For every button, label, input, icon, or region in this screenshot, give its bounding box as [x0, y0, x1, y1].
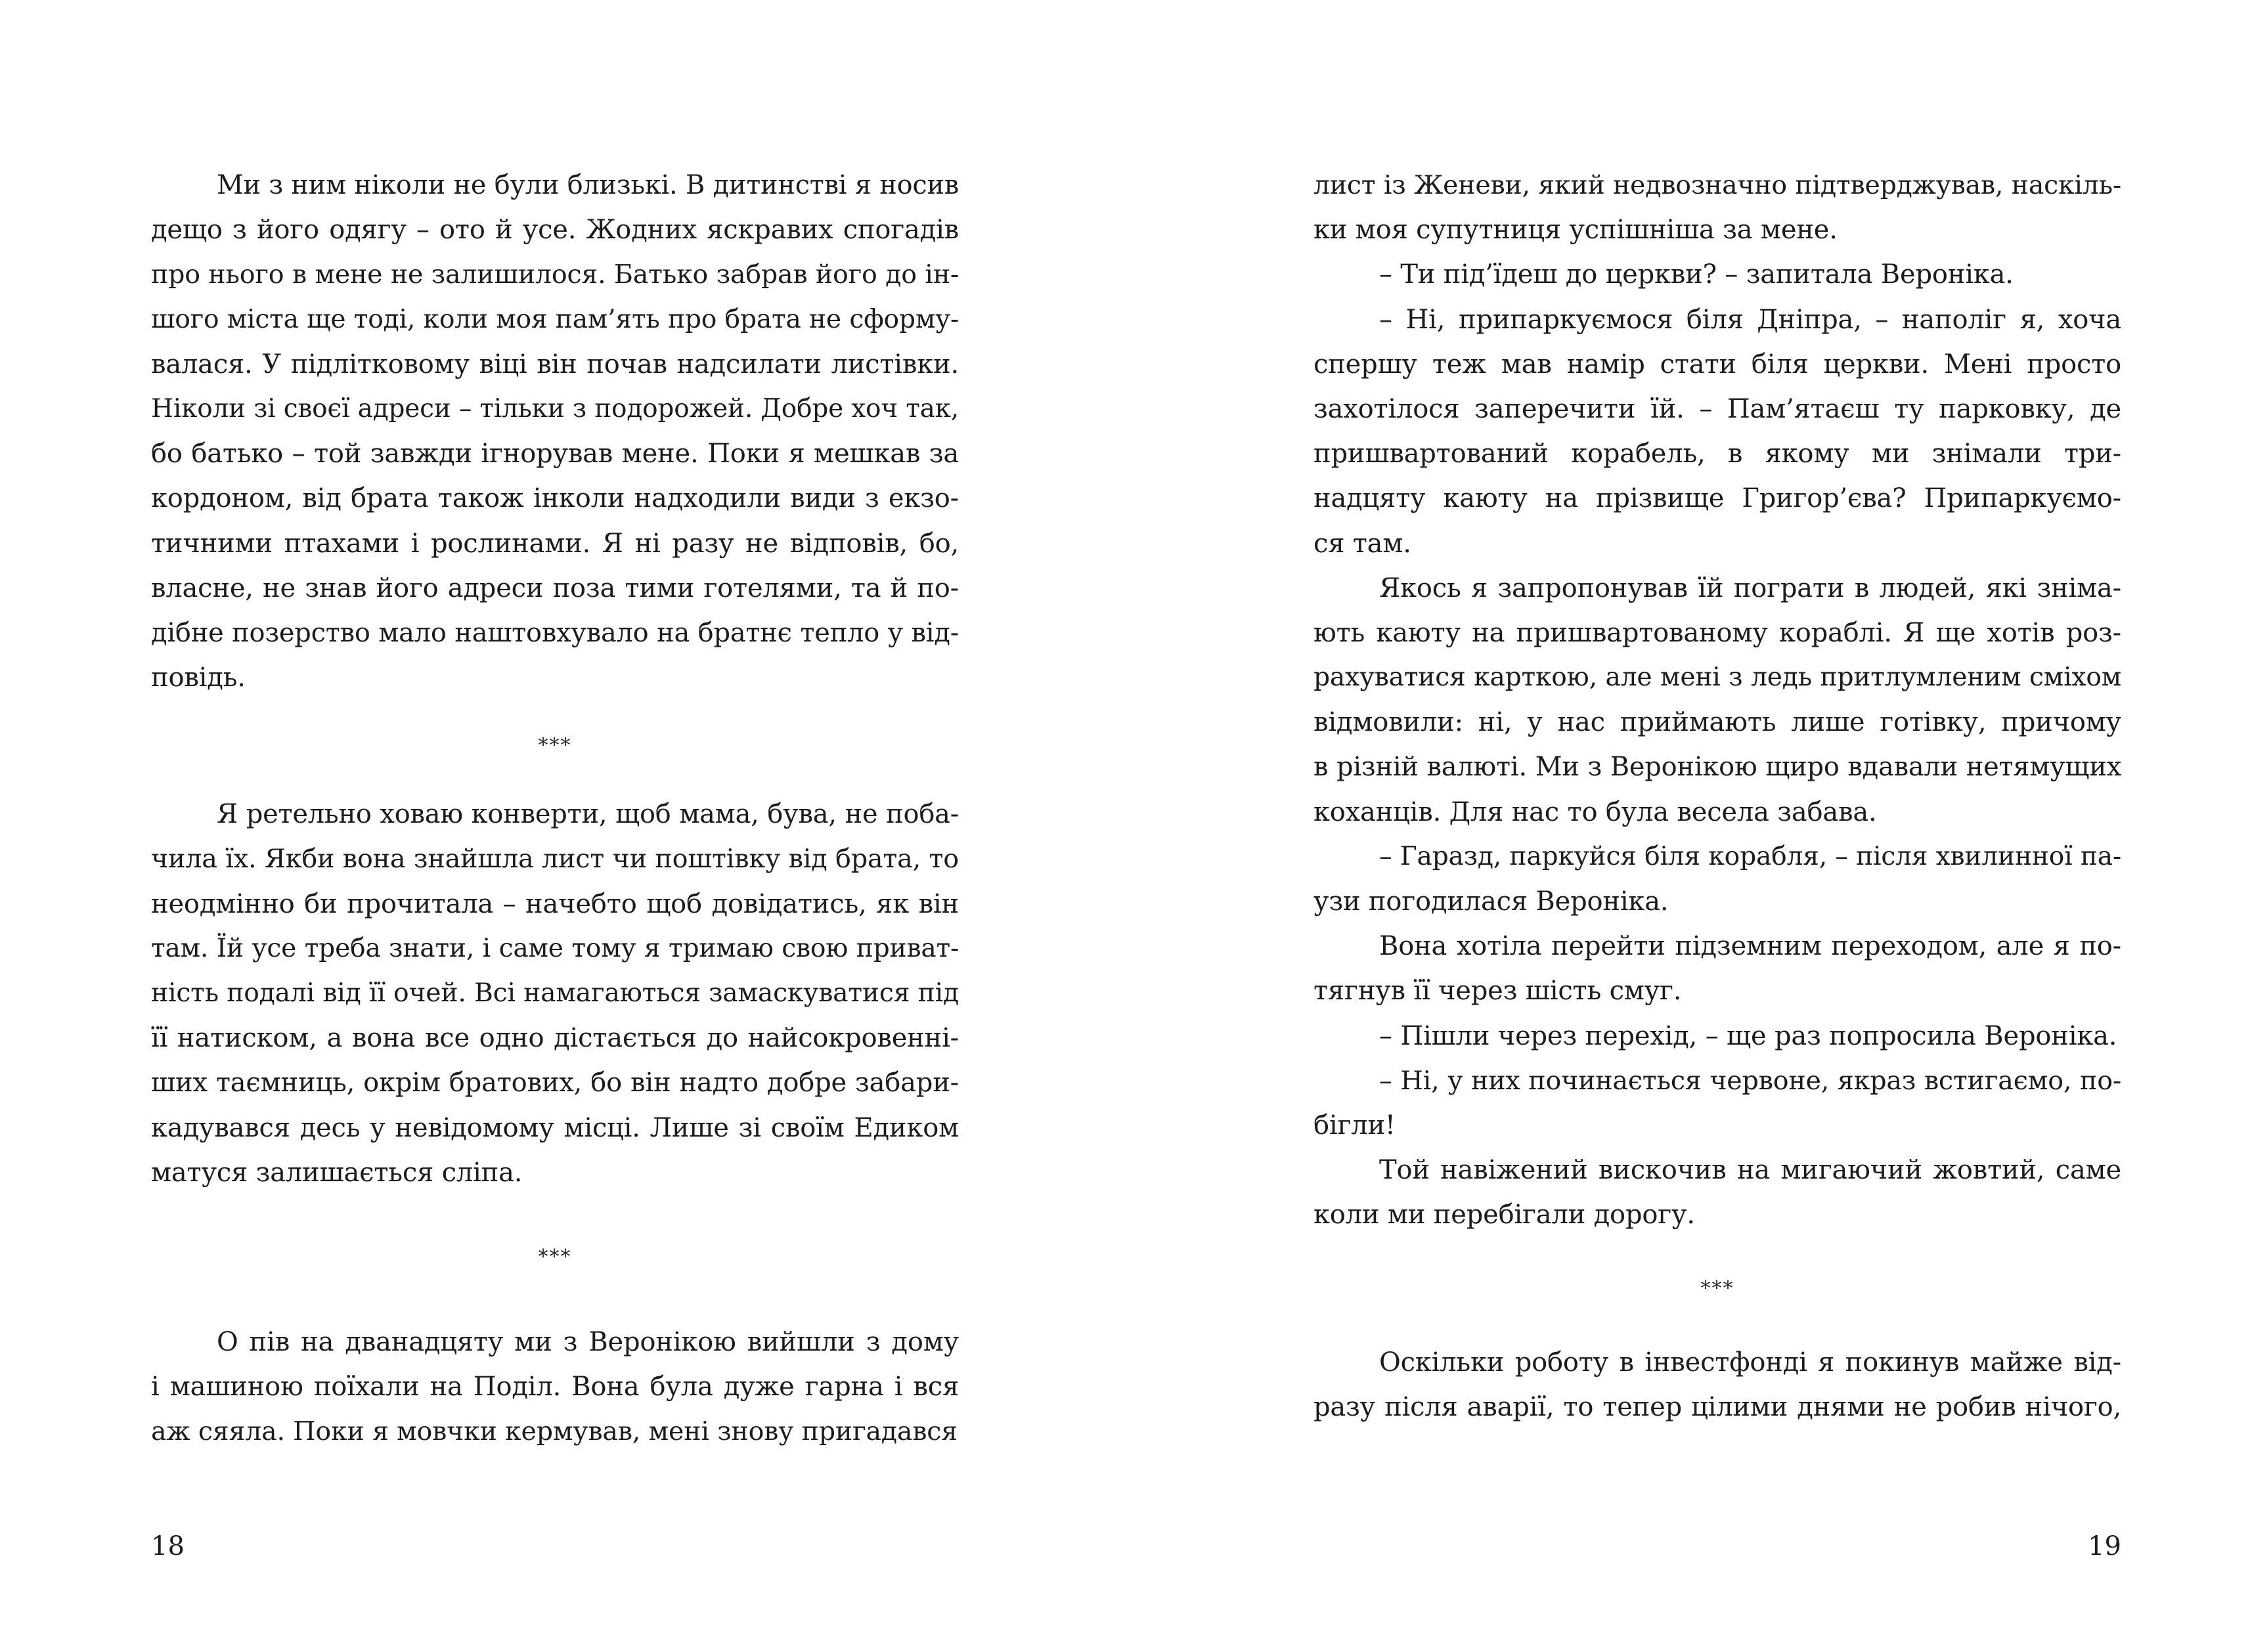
- text-line: кордоном, від брата також інколи надходили види з екзо-: [151, 483, 959, 514]
- paragraph: [1313, 163, 2121, 252]
- text-line: бігли!: [1313, 1110, 1396, 1141]
- text-line: Ніколи зі своєї адреси – тільки з подорожей. Добре хоч так,: [151, 393, 959, 424]
- paragraph: [151, 792, 959, 1195]
- text-line: матуся залишається сліпа.: [151, 1157, 523, 1188]
- text-line: дібне позерство мало наштовхувало на братнє тепло у від-: [151, 617, 959, 648]
- text-line: ки моя супутниця успішніша за мене.: [1313, 215, 1838, 246]
- text-line: Оскільки роботу в інвестфонді я покинув майже від-: [1379, 1347, 2121, 1378]
- text-line: чила їх. Якби вона знайшла лист чи поштівку від брата, то: [151, 844, 959, 875]
- text-line: про нього в мене не залишилося. Батько забрав його до ін-: [151, 259, 959, 290]
- text-line: захотілося заперечити їй. – Пам’ятаєш ту парковку, де: [1313, 393, 2121, 424]
- paragraph: [1313, 1058, 2121, 1148]
- text-line: – Пішли через перехід, – ще раз попросила Вероніка.: [1379, 1020, 2117, 1051]
- paragraph: [1313, 566, 2121, 835]
- section-separator: ***: [1700, 1276, 1734, 1300]
- text-line: неодмінно би прочитала – начебто щоб довідатись, як він: [151, 888, 959, 919]
- paragraph: [1313, 1148, 2121, 1237]
- text-line: повідь.: [151, 663, 246, 693]
- text-line: кадувався десь у невідомому місці. Лише зі своїм Едиком: [151, 1112, 959, 1143]
- text-line: узи погодилася Вероніка.: [1313, 886, 1669, 917]
- text-line: Я ретельно ховаю конверти, щоб мама, бува, не поба-: [217, 799, 959, 830]
- text-line: Якось я запропонував їй пограти в людей, які зніма-: [1379, 573, 2121, 603]
- text-line: спершу теж мав намір стати біля церкви. Мені просто: [1313, 349, 2121, 380]
- text-line: в різній валюті. Ми з Веронікою щиро вдавали нетямущих: [1313, 752, 2121, 783]
- text-line: там. Їй усе треба знати, і саме тому я тримаю свою приват-: [151, 933, 959, 963]
- text-line: бо батько – той завжди ігнорував мене. Поки я мешкав за: [151, 439, 959, 469]
- text-line: – Гаразд, паркуйся біля корабля, – після хвилинної па-: [1379, 841, 2121, 871]
- text-line: Ми з ним ніколи не були близькі. В дитинстві я носив: [217, 170, 959, 200]
- text-line: разу після аварії, то тепер цілими днями не робив нічого,: [1313, 1391, 2121, 1422]
- text-line: – Ти під’їдеш до церкви? – запитала Вероніка.: [1379, 259, 2014, 290]
- text-line: – Ні, у них починається червоне, якраз встигаємо, по-: [1379, 1065, 2121, 1096]
- text-line: рахуватися карткою, але мені з ледь притлумленим сміхом: [1313, 663, 2121, 693]
- text-line: аж сяяла. Поки я мовчки кермував, мені знову пригадався: [151, 1416, 958, 1447]
- section-separator: ***: [538, 734, 572, 758]
- text-line: ють каюту на пришвартованому кораблі. Я ще хотів роз-: [1313, 617, 2121, 648]
- paragraph: [151, 163, 959, 700]
- paragraph: [1313, 297, 2121, 566]
- paragraph: [1313, 1014, 2121, 1058]
- text-line: коханців. Для нас то була весела забава.: [1313, 796, 1877, 827]
- text-line: пришвартований корабель, в якому ми знімали три-: [1313, 439, 2121, 469]
- text-line: тягнув її через шість смуг.: [1313, 976, 1682, 1007]
- left-page: [151, 0, 959, 1652]
- text-line: дещо з його одягу – ото й усе. Жодних яскравих спогадів: [151, 215, 959, 246]
- text-line: шого міста ще тоді, коли моя пам’ять про брата не сформу-: [151, 304, 959, 334]
- text-line: валася. У підлітковому віці він почав надсилати листівки.: [151, 349, 959, 380]
- text-line: О пів на дванадцяту ми з Веронікою вийшли з дому: [217, 1326, 959, 1357]
- left-page-text: [151, 163, 959, 1454]
- right-page-text: [1313, 163, 2121, 1429]
- text-line: відмовили: ні, у нас приймають лише готівку, причому: [1313, 707, 2121, 738]
- text-line: власне, не знав його адреси поза тими готелями, та й по-: [151, 573, 959, 603]
- text-line: і машиною поїхали на Поділ. Вона була дуже гарна і вся: [151, 1372, 959, 1402]
- paragraph: [1313, 835, 2121, 924]
- text-line: ність подалі від її очей. Всі намагаються замаскуватися під: [151, 978, 959, 1008]
- paragraph: [1313, 1340, 2121, 1429]
- text-line: Той навіжений вискочив на мигаючий жовтий, саме: [1379, 1155, 2121, 1186]
- text-line: лист із Женеви, який недвозначно підтверджував, наскіль-: [1313, 170, 2121, 200]
- paragraph: [1313, 924, 2121, 1013]
- text-line: ших таємниць, окрім братових, бо він надто добре забари-: [151, 1068, 959, 1098]
- page-number-left: 18: [151, 1531, 185, 1561]
- text-line: тичними птахами і рослинами. Я ні разу не відповів, бо,: [151, 528, 959, 559]
- text-line: надцяту каюту на прізвище Григор’єва? Припаркуємо-: [1313, 483, 2121, 514]
- page-number-right: 19: [2088, 1531, 2121, 1561]
- text-line: Вона хотіла перейти підземним переходом, але я по-: [1379, 931, 2121, 962]
- right-page: [1313, 0, 2121, 1652]
- text-line: ся там.: [1313, 528, 1411, 559]
- section-separator: ***: [538, 1245, 572, 1269]
- paragraph: [151, 1320, 959, 1454]
- text-line: коли ми перебігали дорогу.: [1313, 1200, 1695, 1230]
- text-line: – Ні, припаркуємося біля Дніпра, – наполіг я, хоча: [1379, 304, 2121, 335]
- paragraph: [1313, 252, 2121, 297]
- text-line: її натиском, а вона все одно дістається до найсокровенні-: [151, 1023, 959, 1054]
